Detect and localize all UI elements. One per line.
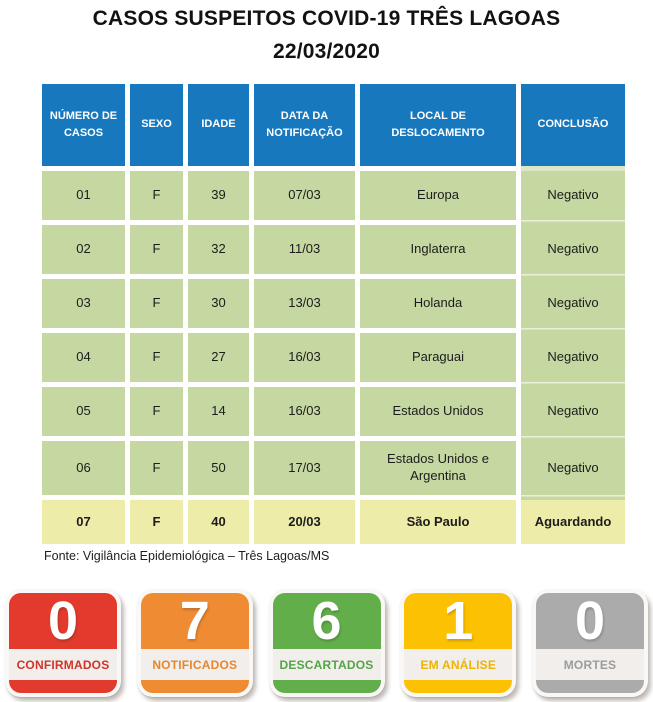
cell-sexo-row-03: F: [130, 279, 183, 328]
cell-numero-row-04: 04: [42, 333, 125, 382]
cell-numero-row-02: 02: [42, 225, 125, 274]
source-note: Fonte: Vigilância Epidemiológica – Três Lagoas/MS: [44, 549, 330, 563]
card-value: 1: [443, 591, 474, 651]
page-date: 22/03/2020: [272, 40, 381, 63]
column-header-local: LOCAL DE DESLOCAMENTO: [360, 84, 516, 166]
card-value: 0: [47, 591, 79, 651]
card-label: DESCARTADOS: [279, 657, 374, 672]
card-value: 6: [311, 591, 342, 651]
cell-sexo-row-01: F: [130, 171, 183, 220]
summary-cards: [0, 589, 653, 697]
column-header-numero: NÚMERO DE CASOS: [42, 84, 125, 166]
cell-sexo-row-06: F: [130, 441, 183, 495]
cell-numero-row-05: 05: [42, 387, 125, 436]
cell-data-row-01: 07/03: [254, 171, 355, 220]
cell-sexo-row-04: F: [130, 333, 183, 382]
card-label-band: [536, 649, 644, 680]
cell-conclusao-row-01: Negativo: [521, 171, 625, 220]
cell-data-row-04: 16/03: [254, 333, 355, 382]
cell-conclusao-row-04: Negativo: [521, 333, 625, 382]
cell-data-row-06: 17/03: [254, 441, 355, 495]
card-label: CONFIRMADOS: [16, 657, 110, 672]
column-header-data: DATA DA NOTIFICAÇÃO: [254, 84, 355, 166]
card-label-band: [404, 649, 512, 680]
cell-conclusao-row-06: Negativo: [521, 441, 625, 495]
cell-data-row-03: 13/03: [254, 279, 355, 328]
summary-card-mortes: [532, 589, 648, 697]
cell-idade-row-05: 14: [188, 387, 249, 436]
column-header-conclusao: CONCLUSÃO: [521, 84, 625, 166]
card-bottom-strip: [273, 680, 381, 693]
card-label: MORTES: [563, 657, 617, 672]
cell-sexo-row-02: F: [130, 225, 183, 274]
card-label-band: [9, 649, 117, 680]
suspected-cases-table: [42, 84, 625, 544]
cell-local-row-03: Holanda: [360, 279, 516, 328]
summary-card-notificados: [137, 589, 253, 697]
cell-numero-row-07: 07: [42, 500, 125, 544]
cell-idade-row-04: 27: [188, 333, 249, 382]
cell-data-row-05: 16/03: [254, 387, 355, 436]
cell-numero-row-01: 01: [42, 171, 125, 220]
cell-conclusao-row-03: Negativo: [521, 279, 625, 328]
card-bottom-strip: [404, 680, 512, 693]
cell-sexo-row-05: F: [130, 387, 183, 436]
cell-local-row-06: Estados Unidos e Argentina: [360, 441, 516, 495]
card-bottom-strip: [536, 680, 644, 693]
cell-idade-row-07: 40: [188, 500, 249, 544]
cell-local-row-01: Europa: [360, 171, 516, 220]
summary-card-confirmados: [5, 589, 121, 697]
card-value: 7: [179, 591, 210, 651]
card-value: 0: [574, 591, 606, 651]
cell-idade-row-01: 39: [188, 171, 249, 220]
cell-local-row-07: São Paulo: [360, 500, 516, 544]
cell-data-row-02: 11/03: [254, 225, 355, 274]
summary-card-em-analise: [400, 589, 516, 697]
card-label-band: [141, 649, 249, 680]
cell-sexo-row-07: F: [130, 500, 183, 544]
cell-local-row-02: Inglaterra: [360, 225, 516, 274]
cell-idade-row-03: 30: [188, 279, 249, 328]
cell-numero-row-03: 03: [42, 279, 125, 328]
cell-conclusao-row-02: Negativo: [521, 225, 625, 274]
cell-data-row-07: 20/03: [254, 500, 355, 544]
card-label: EM ANÁLISE: [420, 657, 497, 672]
page-title: CASOS SUSPEITOS COVID-19 TRÊS LAGOAS: [92, 7, 561, 30]
cell-idade-row-06: 50: [188, 441, 249, 495]
cell-conclusao-row-05: Negativo: [521, 387, 625, 436]
column-header-sexo: SEXO: [130, 84, 183, 166]
card-bottom-strip: [141, 680, 249, 693]
cell-conclusao-row-07: Aguardando: [521, 500, 625, 544]
summary-card-descartados: [269, 589, 385, 697]
cell-local-row-05: Estados Unidos: [360, 387, 516, 436]
column-header-idade: IDADE: [188, 84, 249, 166]
cell-numero-row-06: 06: [42, 441, 125, 495]
cell-local-row-04: Paraguai: [360, 333, 516, 382]
card-label: NOTIFICADOS: [152, 657, 238, 672]
card-bottom-strip: [9, 680, 117, 693]
cell-idade-row-02: 32: [188, 225, 249, 274]
card-label-band: [273, 649, 381, 680]
